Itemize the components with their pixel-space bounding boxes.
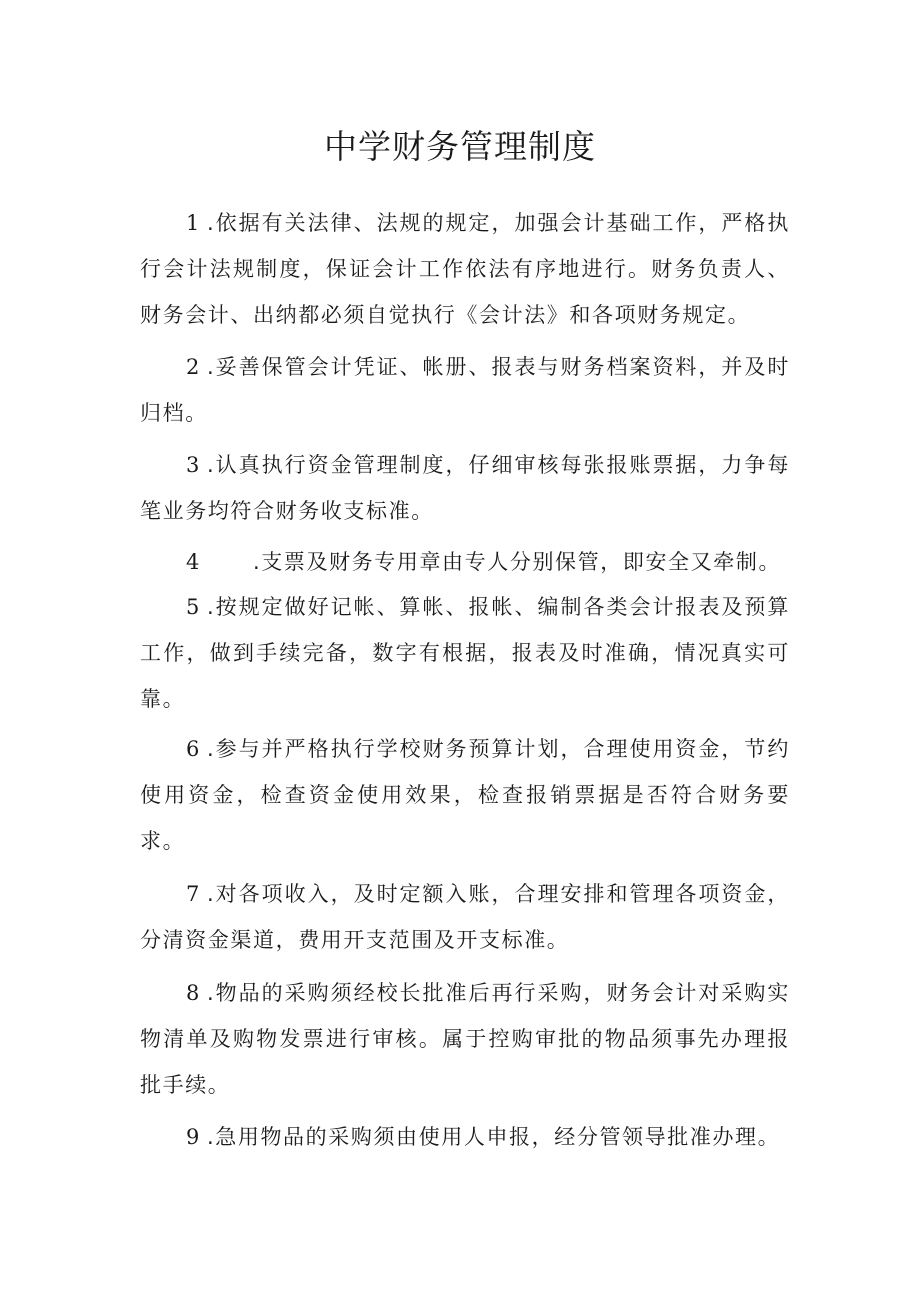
item-number: 3 bbox=[186, 453, 201, 477]
paragraph-3 bbox=[140, 442, 790, 534]
paragraph-4 bbox=[140, 539, 790, 585]
item-number: 8 bbox=[186, 981, 201, 1005]
item-text: .按规定做好记帐、算帐、报帐、编制各类会计报表及预算工作，做到手续完备，数字有根据，报表及时准确，情况真实可靠。 bbox=[140, 595, 790, 711]
page-title: 中学财务管理制度 bbox=[324, 127, 596, 166]
item-number: 2 bbox=[186, 355, 201, 379]
item-number: 5 bbox=[186, 595, 201, 619]
paragraph-6 bbox=[140, 726, 790, 864]
item-text: .认真执行资金管理制度，仔细审核每张报账票据，力争每笔业务均符合财务收支标准。 bbox=[140, 453, 790, 523]
item-number: 9 bbox=[186, 1125, 201, 1149]
paragraph-5 bbox=[140, 584, 790, 722]
item-text: .物品的采购须经校长批准后再行采购，财务会计对采购实物清单及购物发票进行审核。属于控购审批的物品须事先办理报批手续。 bbox=[140, 981, 790, 1097]
item-text: .妥善保管会计凭证、帐册、报表与财务档案资料，并及时归档。 bbox=[140, 355, 790, 425]
paragraph-1 bbox=[140, 200, 790, 338]
item-number: 4 bbox=[186, 550, 201, 574]
item-text: .急用物品的采购须由使用人申报，经分管领导批准办理。 bbox=[206, 1125, 781, 1149]
item-text: .参与并严格执行学校财务预算计划，合理使用资金，节约使用资金，检查资金使用效果，检查报销票据是否符合财务要求。 bbox=[140, 737, 790, 853]
paragraph-2 bbox=[140, 344, 790, 436]
paragraph-8 bbox=[140, 970, 790, 1108]
item-number: 1 bbox=[186, 211, 201, 235]
item-text: .对各项收入，及时定额入账，合理安排和管理各项资金，分清资金渠道，费用开支范围及开支标准。 bbox=[140, 882, 790, 952]
paragraph-9 bbox=[140, 1114, 790, 1160]
item-number: 6 bbox=[186, 737, 201, 761]
item-text: .依据有关法律、法规的规定，加强会计基础工作，严格执行会计法规制度，保证会计工作依法有序地进行。财务负责人、财务会计、出纳都必须自觉执行《会计法》和各项财务规定。 bbox=[140, 211, 790, 327]
paragraph-7 bbox=[140, 871, 790, 963]
item-text: .支票及财务专用章由专人分别保管，即安全又牵制。 bbox=[252, 550, 782, 574]
item-number: 7 bbox=[186, 882, 201, 906]
